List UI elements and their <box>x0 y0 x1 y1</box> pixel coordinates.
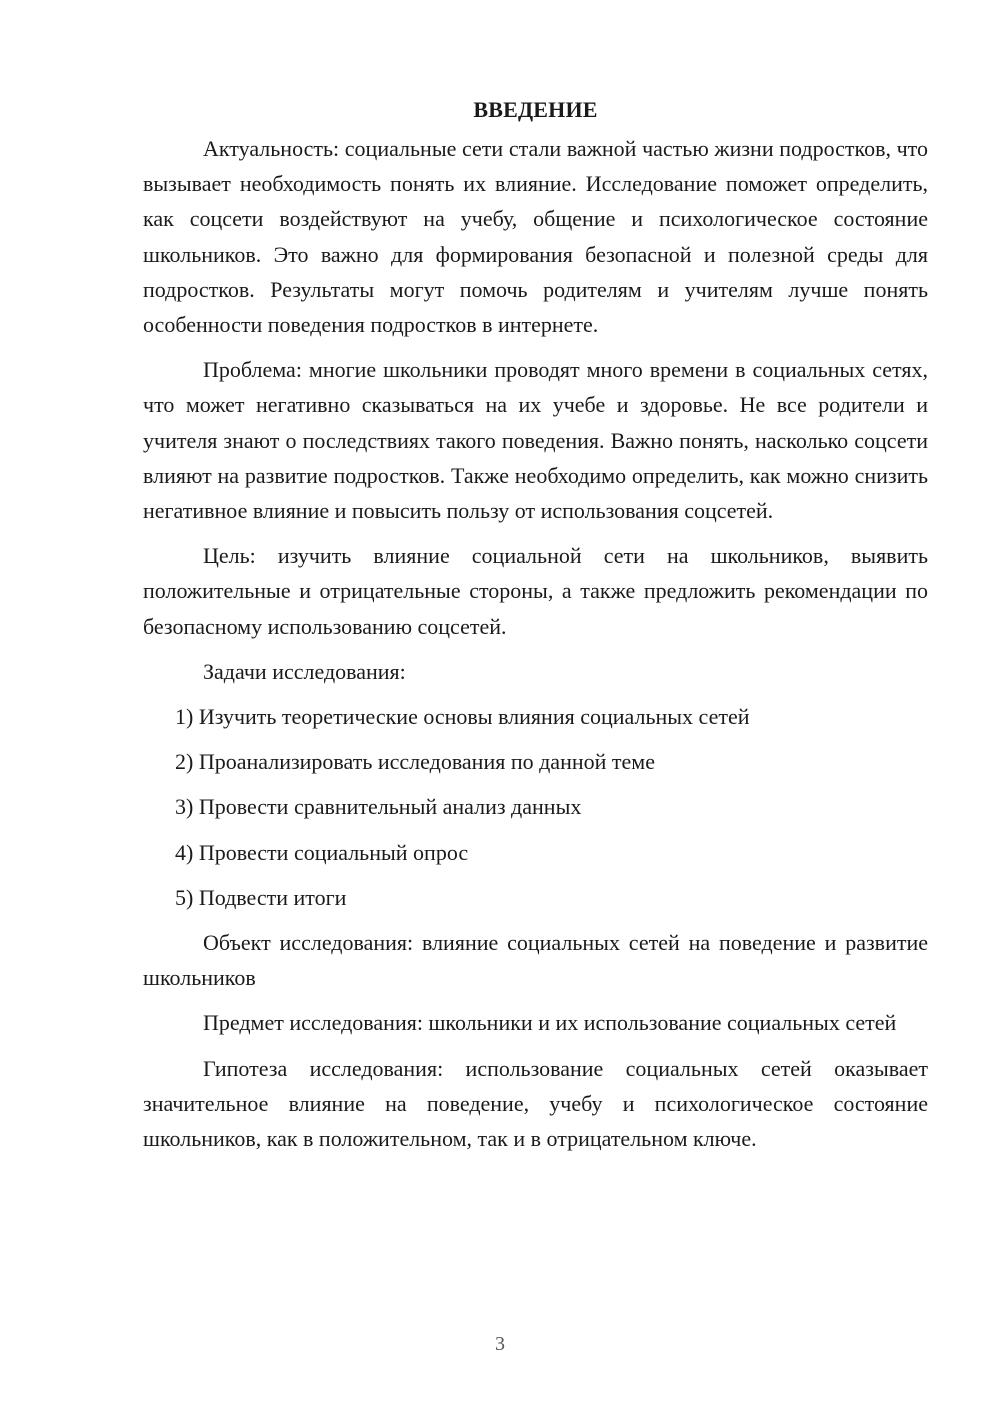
task-item-5: 5) Подвести итоги <box>175 884 347 910</box>
hypothesis-paragraph: Гипотеза исследования: использование социальных сетей оказывает значительное влияние на поведение, учебу и психологическое состояние школьников, как в положительном, так и в отрицательном ключе. <box>143 1055 928 1152</box>
object-paragraph: Объект исследования: влияние социальных сетей на поведение и развитие школьников <box>143 930 928 991</box>
task-item-3: 3) Провести сравнительный анализ данных <box>175 794 582 820</box>
task-item-2: 2) Проанализировать исследования по данной теме <box>175 749 655 775</box>
tasks-heading: Задачи исследования: <box>203 658 406 684</box>
task-item-1: 1) Изучить теоретические основы влияния социальных сетей <box>175 704 750 730</box>
subject-paragraph: Предмет исследования: школьники и их использование социальных сетей <box>203 1010 897 1036</box>
document-title: ВВЕДЕНИЕ <box>473 97 598 122</box>
page-number: 3 <box>495 1333 505 1355</box>
task-item-4: 4) Провести социальный опрос <box>175 839 469 865</box>
goal-paragraph: Цель: изучить влияние социальной сети на школьников, выявить положительные и отрицательные стороны, а также предложить рекомендации по безопасному использованию соцсетей. <box>143 543 928 639</box>
tasks-list <box>143 699 928 915</box>
relevance-paragraph: Актуальность: социальные сети стали важной частью жизни подростков, что вызывает необходимость понять их влияние. Исследование поможет определить, как соцсети воздействуют на учебу, общение и психологическое состояние школьников. Это важно для формирования безопасной и полезной среды для подростков. Результаты могут помочь родителям и учителям лучше понять особенности поведения подростков в интернете. <box>143 136 928 338</box>
problem-paragraph: Проблема: многие школьники проводят много времени в социальных сетях, что может негативно сказываться на их учебе и здоровье. Не все родители и учителя знают о последствиях такого поведения. Важно понять, насколько соцсети влияют на развитие подростков. Также необходимо определить, как можно снизить негативное влияние и повысить пользу от использования соцсетей. <box>143 357 928 524</box>
document-page <box>143 95 928 1166</box>
